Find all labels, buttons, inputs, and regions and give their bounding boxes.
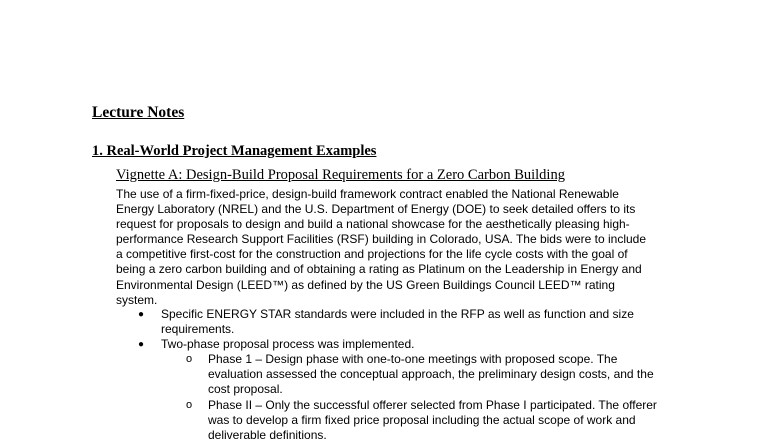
sub-bullet-line: cost proposal.: [208, 382, 283, 397]
paragraph-line: Environmental Design (LEED™) as defined by the US Green Buildings Council LEED™ rating: [116, 277, 615, 292]
sub-bullet-line: Phase II – Only the successful offerer selected from Phase I participated. The offerer: [208, 397, 657, 412]
section-heading: 1. Real-World Project Management Examples: [92, 143, 377, 159]
sub-bullet-marker-icon: o: [186, 353, 193, 366]
vignette-heading: Vignette A: Design-Build Proposal Requirements for a Zero Carbon Building: [116, 167, 565, 183]
bullet-marker-icon: ●: [138, 309, 145, 320]
sub-bullet-marker-icon: o: [186, 398, 193, 411]
paragraph-line: a competitive first-cost for the construction and projections for the life cycle costs with the goal of: [116, 247, 628, 262]
paragraph-line: system.: [116, 292, 158, 307]
list-item: [116, 337, 726, 441]
bullet-marker-icon: ●: [138, 339, 145, 351]
sub-bullet-line: was to develop a firm fixed price proposal including the actual scope of work and: [208, 412, 636, 427]
paragraph-line: being a zero carbon building and of obtaining a rating as Platinum on the Leadership in Energy and: [116, 262, 642, 277]
bullet-line: requirements.: [161, 322, 235, 337]
sub-list-item: [161, 398, 726, 441]
bullet-list: [116, 307, 726, 441]
bullet-line: Two-phase proposal process was implemented.: [161, 337, 415, 352]
sub-bullet-line: Phase 1 – Design phase with one-to-one meetings with proposed scope. The: [208, 352, 618, 367]
sub-list-item: [161, 352, 726, 397]
sub-bullet-list: [161, 352, 726, 441]
list-item: [116, 307, 726, 337]
intro-paragraph: [116, 187, 706, 308]
page-title: Lecture Notes: [92, 104, 185, 121]
sub-bullet-line: deliverable definitions.: [208, 427, 327, 441]
paragraph-line: request for proposals to design and build a national showcase for the aesthetically pleasing high-: [116, 217, 630, 232]
paragraph-line: Energy Laboratory (NREL) and the U.S. Department of Energy (DOE) to seek detailed offers to its: [116, 202, 636, 217]
sub-bullet-line: evaluation assessed the conceptual approach, the preliminary design costs, and the: [208, 367, 654, 382]
bullet-line: Specific ENERGY STAR standards were included in the RFP as well as function and size: [161, 307, 634, 321]
paragraph-line: The use of a firm-fixed-price, design-build framework contract enabled the National Renewable: [116, 187, 619, 201]
paragraph-line: performance Research Support Facilities (RSF) building in Colorado, USA. The bids were to include: [116, 232, 647, 247]
